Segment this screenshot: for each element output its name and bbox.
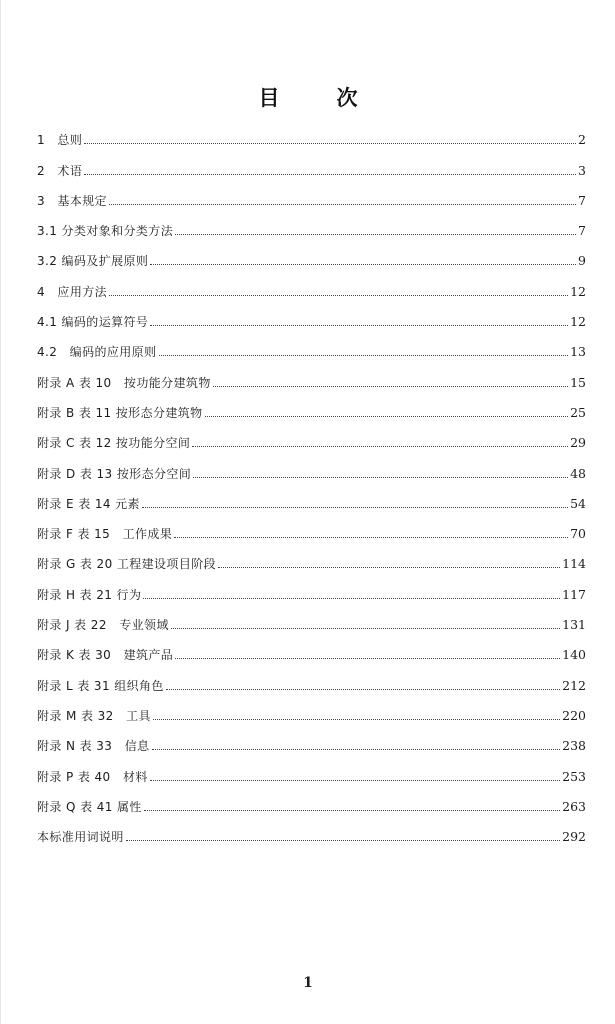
toc-entry[interactable]: [37, 603, 586, 633]
toc-entry-page: 13: [570, 344, 586, 360]
toc-entry[interactable]: [37, 269, 586, 299]
toc-entry-page: 220: [562, 707, 586, 723]
toc-dot-leader: [143, 598, 560, 599]
toc-dot-leader: [109, 295, 568, 296]
toc-dot-leader: [150, 264, 576, 265]
toc-dot-leader: [175, 234, 576, 235]
toc-dot-leader: [175, 658, 560, 659]
toc-entry-page: 140: [562, 647, 586, 663]
toc-entry[interactable]: [37, 209, 586, 239]
toc-entry[interactable]: [37, 300, 586, 330]
toc-entry[interactable]: [37, 633, 586, 663]
toc-entry-label: 4.1 编码的运算符号: [37, 315, 149, 330]
toc-dot-leader: [84, 174, 576, 175]
toc-entry-label: 附录 M 表 32 工具: [37, 708, 151, 723]
toc-entry-page: 131: [562, 617, 586, 633]
toc-entry-page: 48: [570, 465, 586, 481]
toc-entry-page: 212: [562, 677, 586, 693]
toc-dot-leader: [193, 477, 568, 478]
toc-entry-page: 15: [570, 374, 586, 390]
toc-entry[interactable]: [37, 360, 586, 390]
toc-entry[interactable]: [37, 542, 586, 572]
toc-entry[interactable]: [37, 330, 586, 360]
toc-entry[interactable]: [37, 482, 586, 512]
toc-entry[interactable]: [37, 694, 586, 724]
toc-entry-label: 本标准用词说明: [37, 830, 124, 845]
toc-entry-page: 238: [562, 738, 586, 754]
table-of-contents: [37, 118, 586, 845]
toc-entry[interactable]: [37, 179, 586, 209]
toc-entry[interactable]: [37, 815, 586, 845]
toc-dot-leader: [166, 689, 560, 690]
toc-entry[interactable]: [37, 148, 586, 178]
toc-entry-label: 附录 K 表 30 建筑产品: [37, 648, 174, 663]
toc-dot-leader: [84, 143, 576, 144]
toc-dot-leader: [150, 325, 568, 326]
toc-entry-page: 25: [570, 404, 586, 420]
toc-entry-page: 12: [570, 283, 586, 299]
toc-entry[interactable]: [37, 239, 586, 269]
toc-entry-label: 附录 N 表 33 信息: [37, 739, 150, 754]
toc-entry-label: 附录 B 表 11 按形态分建筑物: [37, 405, 203, 420]
toc-entry-label: 附录 L 表 31 组织角色: [37, 678, 164, 693]
toc-dot-leader: [144, 810, 560, 811]
page-number: 1: [303, 975, 313, 991]
toc-entry-label: 附录 J 表 22 专业领域: [37, 618, 169, 633]
toc-dot-leader: [109, 204, 576, 205]
toc-dot-leader: [159, 355, 569, 356]
toc-entry-label: 附录 H 表 21 行为: [37, 587, 142, 602]
toc-entry-page: 7: [578, 192, 586, 208]
toc-entry[interactable]: [37, 785, 586, 815]
toc-dot-leader: [126, 840, 560, 841]
toc-entry-label: 2 术语: [37, 163, 83, 178]
toc-entry[interactable]: [37, 663, 586, 693]
toc-entry-page: 2: [578, 132, 586, 148]
toc-entry-label: 附录 A 表 10 按功能分建筑物: [37, 375, 211, 390]
toc-dot-leader: [205, 416, 569, 417]
toc-entry[interactable]: [37, 451, 586, 481]
toc-dot-leader: [192, 446, 568, 447]
toc-entry-page: 7: [578, 223, 586, 239]
toc-dot-leader: [150, 780, 560, 781]
toc-entry-label: 3 基本规定: [37, 193, 108, 208]
toc-entry-page: 29: [570, 435, 586, 451]
toc-dot-leader: [218, 567, 560, 568]
toc-entry-label: 1 总则: [37, 133, 83, 148]
toc-entry[interactable]: [37, 572, 586, 602]
toc-dot-leader: [142, 507, 568, 508]
toc-entry[interactable]: [37, 512, 586, 542]
toc-entry-page: 3: [578, 162, 586, 178]
toc-dot-leader: [152, 749, 561, 750]
toc-entry-page: 54: [570, 495, 586, 511]
toc-entry-label: 附录 D 表 13 按形态分空间: [37, 466, 192, 481]
toc-entry-label: 3.2 编码及扩展原则: [37, 254, 149, 269]
toc-entry-label: 3.1 分类对象和分类方法: [37, 224, 174, 239]
toc-entry[interactable]: [37, 421, 586, 451]
toc-dot-leader: [174, 537, 568, 538]
toc-entry[interactable]: [37, 724, 586, 754]
toc-entry-label: 附录 Q 表 41 属性: [37, 799, 142, 814]
toc-entry[interactable]: [37, 118, 586, 148]
toc-entry-label: 附录 G 表 20 工程建设项目阶段: [37, 557, 217, 572]
toc-dot-leader: [153, 719, 560, 720]
toc-entry-label: 4.2 编码的应用原则: [37, 345, 157, 360]
toc-entry-label: 附录 C 表 12 按功能分空间: [37, 436, 191, 451]
page-title: 目 次: [258, 86, 376, 110]
toc-entry-label: 附录 P 表 40 材料: [37, 769, 148, 784]
toc-entry-label: 附录 F 表 15 工作成果: [37, 527, 173, 542]
toc-entry-page: 70: [570, 526, 586, 542]
toc-entry-page: 263: [562, 798, 586, 814]
toc-entry-page: 117: [562, 586, 586, 602]
toc-dot-leader: [213, 386, 568, 387]
toc-dot-leader: [171, 628, 560, 629]
toc-entry-page: 253: [562, 768, 586, 784]
toc-entry-label: 附录 E 表 14 元素: [37, 496, 140, 511]
toc-entry[interactable]: [37, 754, 586, 784]
toc-entry-page: 12: [570, 314, 586, 330]
toc-entry-label: 4 应用方法: [37, 284, 108, 299]
toc-entry-page: 114: [562, 556, 586, 572]
toc-entry-page: 292: [562, 829, 586, 845]
toc-entry-page: 9: [578, 253, 586, 269]
toc-entry[interactable]: [37, 391, 586, 421]
